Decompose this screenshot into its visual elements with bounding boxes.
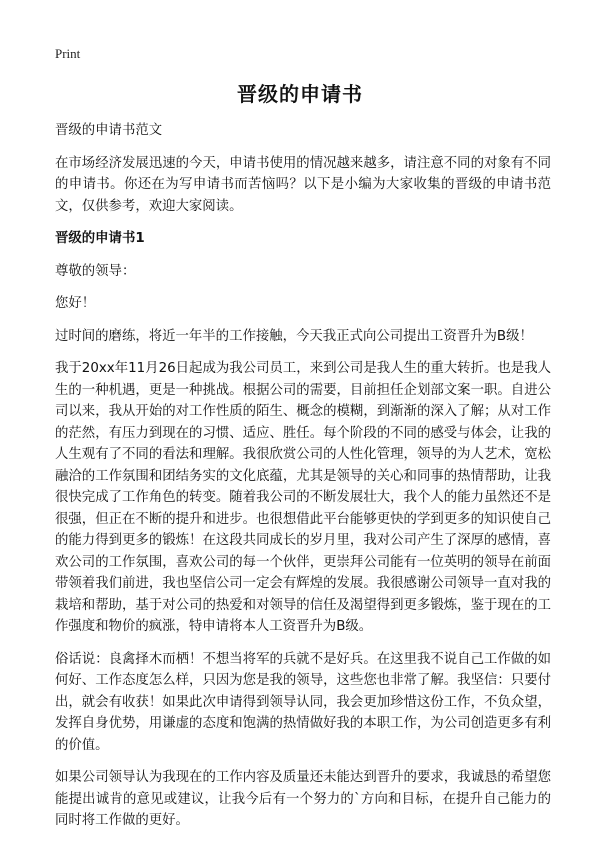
body-paragraph: 如果公司领导认为我现在的工作内容及质量还未能达到晋升的要求，我诚恳的希望您能提出诚肯的意见或建议，让我今后有一个努力的`方向和目标，在提升自己能力的同时将工作做的更好。	[55, 770, 551, 828]
page-title: 晋级的申请书	[237, 82, 363, 106]
section-subtitle: 晋级的申请书1	[55, 231, 145, 246]
greeting: 您好！	[55, 296, 96, 311]
salutation: 尊敬的领导：	[55, 263, 136, 279]
body-paragraph: 过时间的磨练，将近一年半的工作接触，今天我正式向公司提出工资晋升为B级！	[55, 328, 533, 344]
body-paragraph: 俗话说：良禽择木而栖！不想当将军的兵就不是好兵。在这里我不说自己工作做的如何好、工作态度怎么样，只因为您是我的领导，这些您也非常了解。我坚信：只要付出，就会有收获！如果此次申请得到领导认同，我会更加珍惜这份工作，不负众望，发挥自身优势，用谦虚的态度和饱满的热情做好我的本职工作，为公司创造更多有利的价值。	[55, 651, 551, 753]
intro-heading: 晋级的申请书范文	[55, 123, 163, 138]
print-link[interactable]: Print	[55, 46, 81, 61]
intro-paragraph: 在市场经济发展迅速的今天，申请书使用的情况越来越多，请注意不同的对象有不同的申请书。你还在为写申请书而苦恼吗？以下是小编为大家收集的晋级的申请书范文，仅供参考，欢迎大家阅读。	[55, 155, 551, 214]
document-body	[55, 120, 551, 843]
body-paragraph: 我于20xx年11月26日起成为我公司员工，来到公司是我人生的重大转折。也是我人生的一种机遇，更是一种挑战。根据公司的需要，目前担任企划部文案一职。自进公司以来，我从开始的对工作性质的陌生、概念的模糊，到渐渐的深入了解；从对工作的茫然，有压力到现在的习惯、适应、胜任。每个阶段的不同的感受与体会，让我的人生观有了不同的看法和理解。我很欣赏公司的人性化管理，领导的为人艺术，宽松融洽的工作氛围和团结务实的文化底蕴，尤其是领导的关心和同事的热情帮助，让我很快完成了工作角色的转变。随着我公司的不断发展壮大，我个人的能力虽然还不是很强，但正在不断的提升和进步。也很想借此平台能够更快的学到更多的知识使自己的能力得到更多的锻炼！在这段共同成长的岁月里，我对公司产生了深厚的感情，喜欢公司的工作氛围，喜欢公司的每一个伙伴，更崇拜公司能有一位英明的领导在前面带领着我们前进，我也坚信公司一定会有辉煌的发展。我很感谢公司领导一直对我的栽培和帮助，基于对公司的热爱和对领导的信任及渴望得到更多锻炼，鉴于现在的工作强度和物价的疯涨，特申请将本人工资晋升为B级。	[55, 361, 551, 634]
